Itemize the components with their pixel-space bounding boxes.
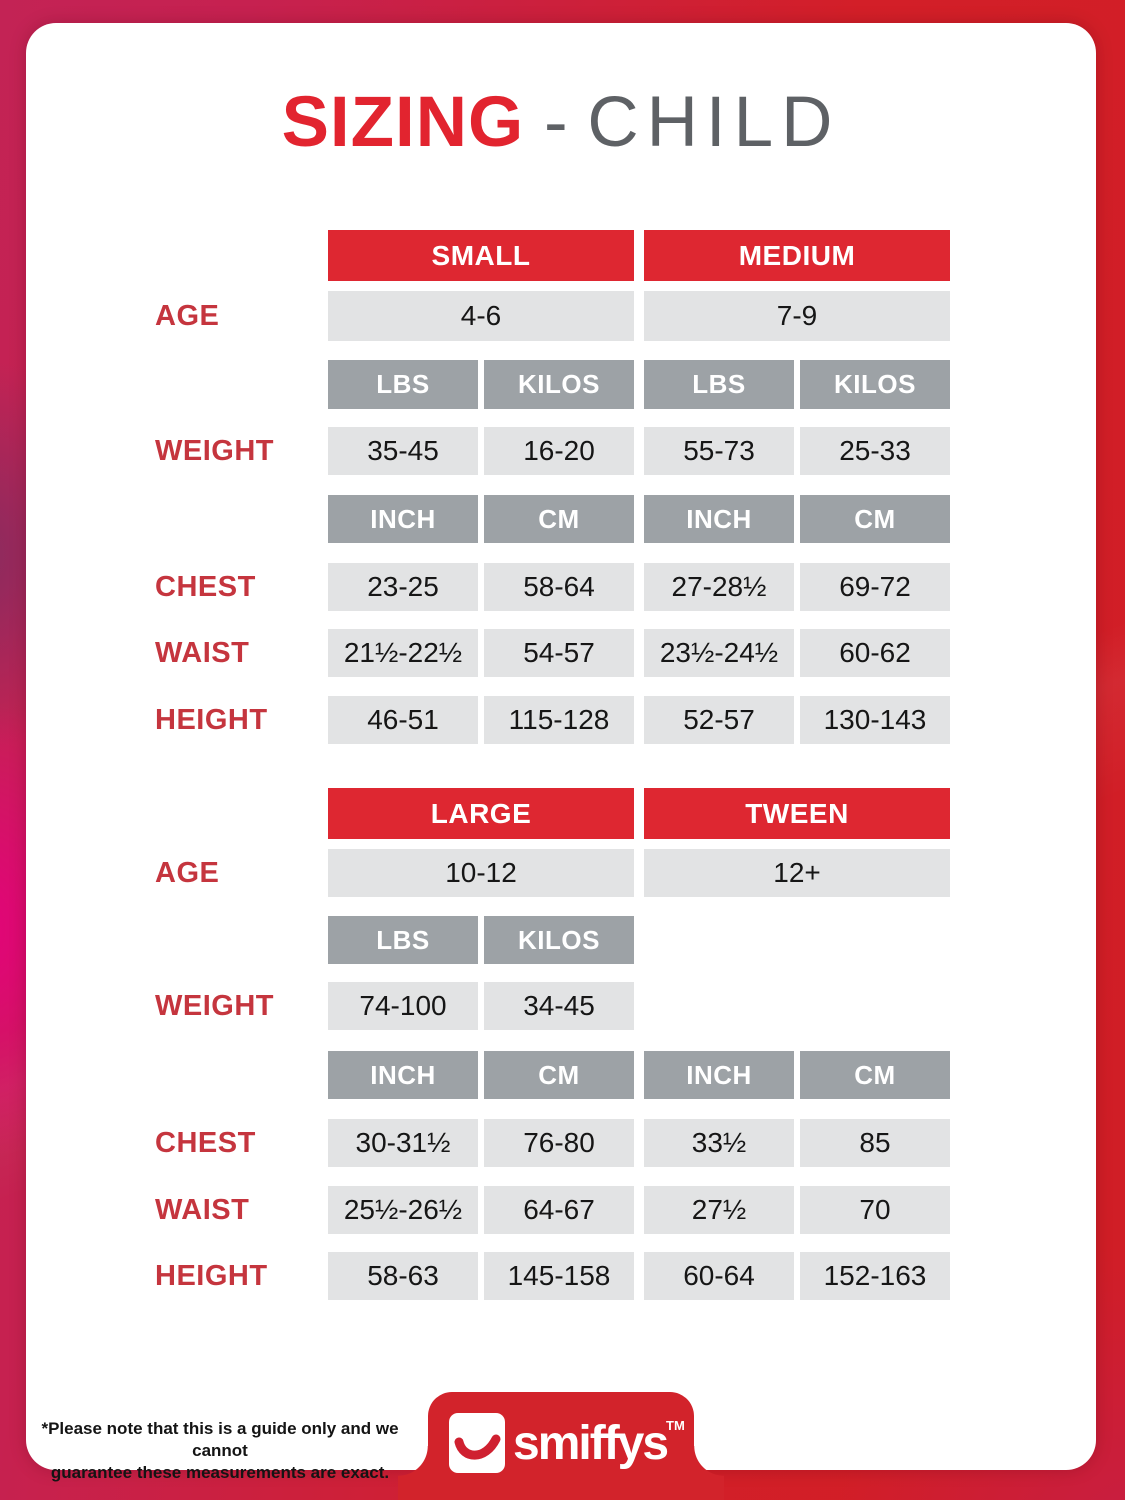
age-value-medium: 7-9	[644, 291, 950, 341]
row-label-height: HEIGHT	[155, 1259, 268, 1292]
weight-value: 35-45	[328, 427, 478, 475]
waist-value: 21½-22½	[328, 629, 478, 677]
height-value: 130-143	[800, 696, 950, 744]
height-value: 52-57	[644, 696, 794, 744]
smiffys-smile-icon	[449, 1413, 505, 1473]
chest-value: 33½	[644, 1119, 794, 1167]
waist-value: 60-62	[800, 629, 950, 677]
row-label-height: HEIGHT	[155, 703, 268, 736]
height-value: 152-163	[800, 1252, 950, 1300]
age-value-tween: 12+	[644, 849, 950, 897]
height-value: 115-128	[484, 696, 634, 744]
unit-header-lbs: LBS	[644, 360, 794, 409]
weight-value: 55-73	[644, 427, 794, 475]
chest-value: 23-25	[328, 563, 478, 611]
weight-value: 74-100	[328, 982, 478, 1030]
unit-header-kilos: KILOS	[484, 916, 634, 964]
size-header-large: LARGE	[328, 788, 634, 839]
unit-header-cm: CM	[800, 1051, 950, 1099]
unit-header-inch: INCH	[644, 1051, 794, 1099]
size-header-small: SMALL	[328, 230, 634, 281]
row-label-waist: WAIST	[155, 636, 250, 669]
weight-value: 16-20	[484, 427, 634, 475]
size-header-medium: MEDIUM	[644, 230, 950, 281]
unit-header-lbs: LBS	[328, 916, 478, 964]
row-label-age: AGE	[155, 856, 220, 889]
unit-header-inch: INCH	[644, 495, 794, 543]
unit-header-cm: CM	[484, 495, 634, 543]
waist-value: 64-67	[484, 1186, 634, 1234]
row-label-chest: CHEST	[155, 570, 256, 603]
age-value-large: 10-12	[328, 849, 634, 897]
height-value: 46-51	[328, 696, 478, 744]
row-label-weight: WEIGHT	[155, 434, 274, 467]
smile-glyph	[449, 1413, 505, 1473]
chest-value: 69-72	[800, 563, 950, 611]
unit-header-inch: INCH	[328, 1051, 478, 1099]
title-secondary: CHILD	[587, 83, 841, 162]
disclaimer-line-2: guarantee these measurements are exact.	[50, 1463, 390, 1483]
age-value-small: 4-6	[328, 291, 634, 341]
height-value: 58-63	[328, 1252, 478, 1300]
row-label-weight: WEIGHT	[155, 989, 274, 1022]
brand-wordmark: smiffys	[513, 1416, 668, 1470]
unit-header-lbs: LBS	[328, 360, 478, 409]
height-value: 60-64	[644, 1252, 794, 1300]
waist-value: 23½-24½	[644, 629, 794, 677]
row-label-age: AGE	[155, 299, 220, 332]
waist-value: 70	[800, 1186, 950, 1234]
chest-value: 76-80	[484, 1119, 634, 1167]
chest-value: 30-31½	[328, 1119, 478, 1167]
title-primary: SIZING	[281, 83, 525, 162]
chest-value: 27-28½	[644, 563, 794, 611]
unit-header-kilos: KILOS	[484, 360, 634, 409]
unit-header-cm: CM	[484, 1051, 634, 1099]
unit-header-cm: CM	[800, 495, 950, 543]
row-label-chest: CHEST	[155, 1126, 256, 1159]
chest-value: 58-64	[484, 563, 634, 611]
waist-value: 25½-26½	[328, 1186, 478, 1234]
size-header-tween: TWEEN	[644, 788, 950, 839]
disclaimer-line-1: *Please note that this is a guide only and we cannot	[41, 1419, 399, 1461]
weight-value: 34-45	[484, 982, 634, 1030]
waist-value: 27½	[644, 1186, 794, 1234]
title-separator: -	[543, 83, 568, 162]
weight-value: 25-33	[800, 427, 950, 475]
trademark-symbol: TM	[666, 1418, 685, 1433]
disclaimer-note	[30, 1418, 410, 1484]
page-title	[26, 83, 1096, 162]
unit-header-kilos: KILOS	[800, 360, 950, 409]
chest-value: 85	[800, 1119, 950, 1167]
row-label-waist: WAIST	[155, 1193, 250, 1226]
height-value: 145-158	[484, 1252, 634, 1300]
unit-header-inch: INCH	[328, 495, 478, 543]
waist-value: 54-57	[484, 629, 634, 677]
